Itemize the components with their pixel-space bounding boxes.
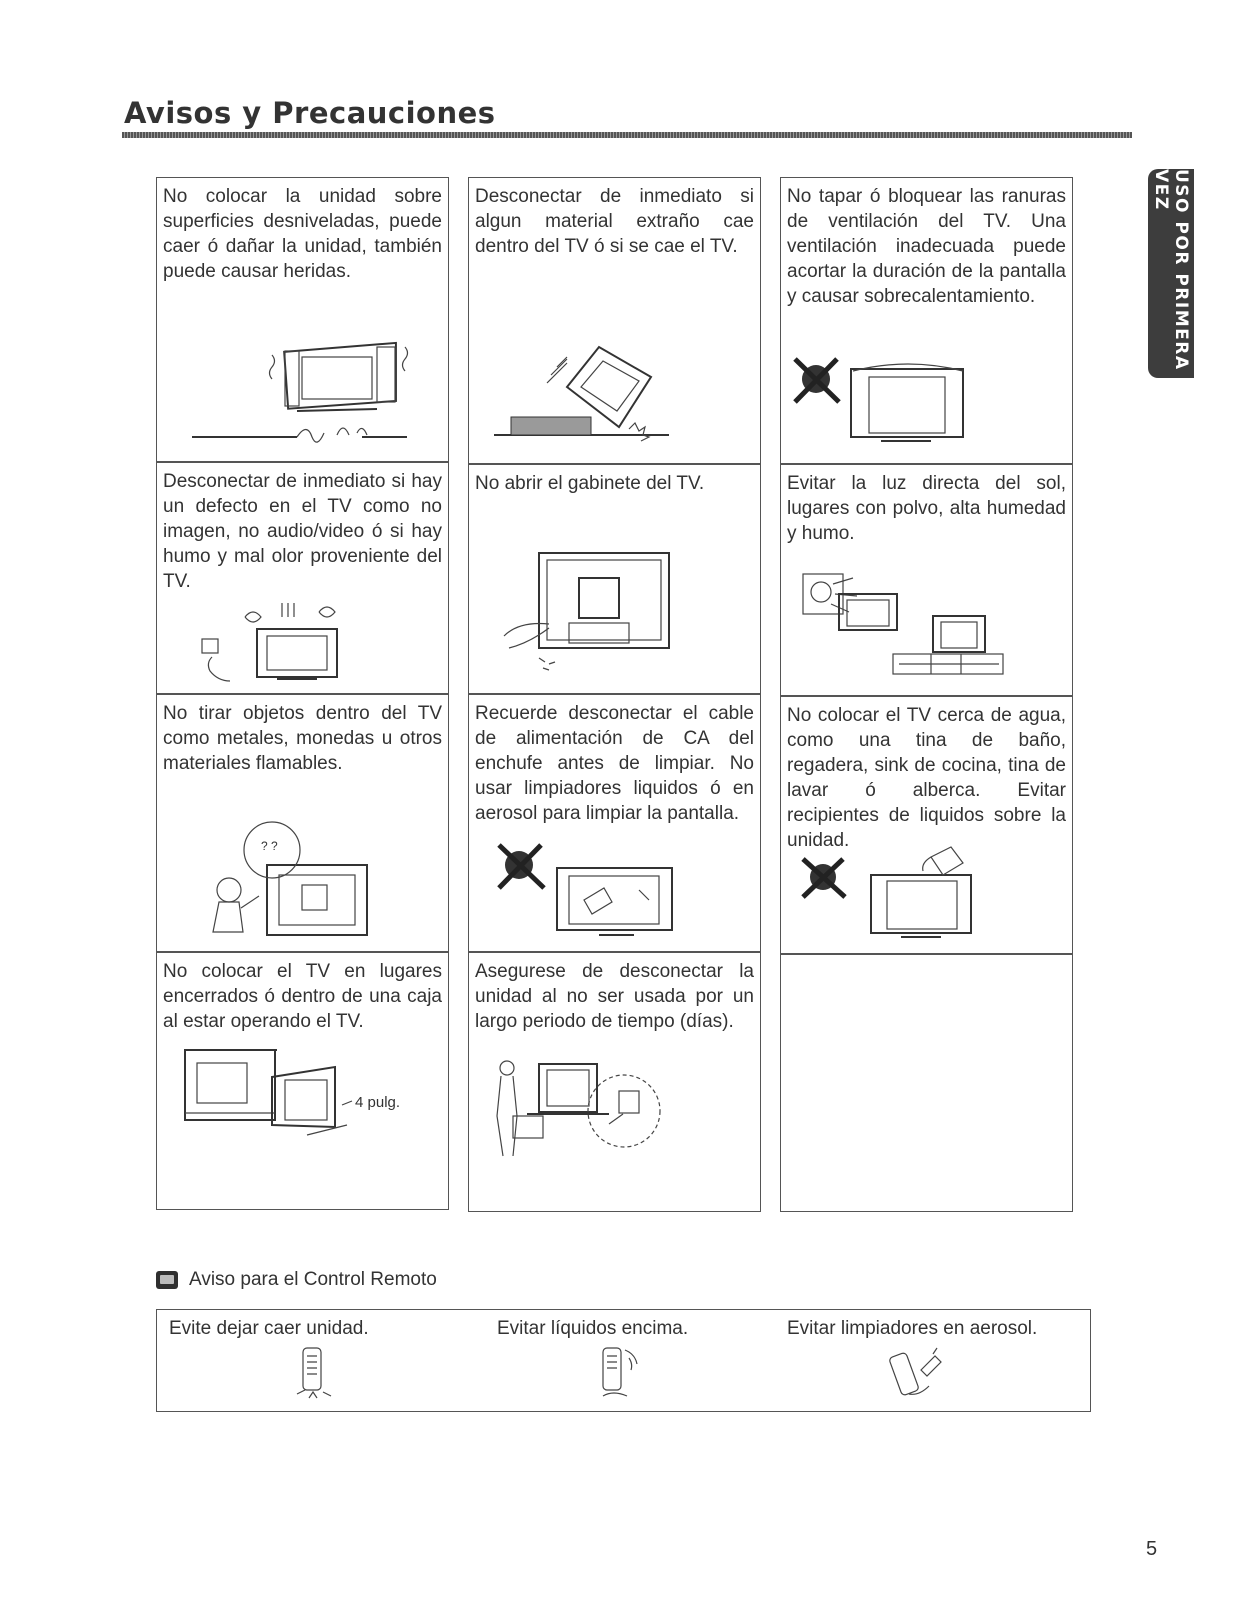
precaution-cell (468, 952, 761, 1212)
remote-warning-item (787, 1310, 1097, 1402)
precaution-text: Desconectar de inmediato si hay un defecto en el TV como no imagen, no audio/video ó si hay humo y mal olor proveniente del TV. (163, 471, 442, 592)
precaution-cell (156, 462, 449, 694)
precaution-cell-empty (780, 954, 1073, 1212)
precaution-cell (780, 696, 1073, 954)
precaution-cell (780, 464, 1073, 696)
remote-warning-label: Evitar limpiadores en aerosol. (787, 1318, 1038, 1339)
precaution-text: No colocar la unidad sobre superficies desniveladas, puede caer ó dañar la unidad, también puede causar heridas. (163, 186, 442, 282)
precautions-grid (156, 177, 1096, 1247)
precaution-cell (156, 952, 449, 1210)
page-number: 5 (1146, 1538, 1158, 1560)
precaution-text (781, 955, 1072, 961)
precaution-cell (156, 694, 449, 952)
remote-drop-icon (289, 1344, 479, 1402)
tv-on-uneven-surface-icon (157, 325, 448, 455)
page-title: Avisos y Precauciones (124, 96, 496, 130)
child-inserting-objects-icon (157, 820, 448, 945)
remote-warning-label: Evitar líquidos encima. (497, 1318, 689, 1339)
precaution-cell (468, 464, 761, 694)
precaution-cell (468, 694, 761, 952)
remote-section-heading (155, 1269, 437, 1291)
tv-fallen-icon (469, 317, 760, 457)
section-side-tab (1148, 169, 1194, 378)
no-spray-cleaning-icon (469, 840, 760, 945)
remote-control-icon (155, 1269, 179, 1291)
remote-aerosol-icon (887, 1344, 1097, 1402)
precaution-text: Evitar la luz directa del sol, lugares con polvo, alta humedad y humo. (787, 473, 1066, 544)
remote-warning-label: Evite dejar caer unidad. (169, 1318, 369, 1339)
section-side-tab-label: USO POR PRIMERA VEZ (1151, 169, 1191, 371)
precaution-text: Asegurese de desconectar la unidad al no ser usada por un largo periodo de tiempo (días). (475, 961, 754, 1032)
open-cabinet-icon (469, 548, 760, 673)
remote-warning-item (497, 1310, 807, 1402)
precaution-text: No abrir el gabinete del TV. (475, 473, 705, 494)
smoking-tv-icon (157, 587, 448, 687)
precaution-cell (780, 177, 1073, 464)
sunlight-kitchen-icon (781, 566, 1072, 681)
title-rule (122, 132, 1132, 138)
precaution-text: No colocar el TV cerca de agua, como una tina de baño, regadera, sink de cocina, tina de lavar ó alberca. Evitar recipientes de liquidos sobre la unidad. (787, 705, 1066, 851)
precaution-text: No colocar el TV en lugares encerrados ó dentro de una caja al estar operando el TV. (163, 961, 442, 1032)
remote-liquid-icon (593, 1344, 807, 1402)
remote-warning-item (169, 1310, 479, 1402)
svg-text:? ?: ? ? (261, 839, 278, 853)
precaution-text: No tapar ó bloquear las ranuras de ventilación del TV. Una ventilación inadecuada puede acortar la duración de la pantalla y causar sobrecalentamiento. (787, 186, 1066, 307)
precaution-text: Recuerde desconectar el cable de alimentación de CA del enchufe antes de limpiar. No usar limpiadores liquidos ó en aerosol para limpiar la pantalla. (475, 703, 754, 824)
precaution-text: Desconectar de inmediato si algun material extraño cae dentro del TV ó si se cae el TV. (475, 186, 754, 257)
remote-section-title: Aviso para el Control Remoto (189, 1269, 437, 1290)
no-water-icon (781, 845, 1072, 945)
precaution-text: No tirar objetos dentro del TV como metales, monedas u otros materiales flamables. (163, 703, 442, 774)
precaution-cell (156, 177, 449, 462)
blocked-vent-icon (781, 357, 1072, 457)
remote-warnings-box (156, 1309, 1091, 1412)
unplug-travel-icon (469, 1056, 760, 1171)
enclosed-tv-icon (157, 1035, 448, 1145)
clearance-note: 4 pulg. (355, 1094, 401, 1111)
precaution-cell (468, 177, 761, 464)
